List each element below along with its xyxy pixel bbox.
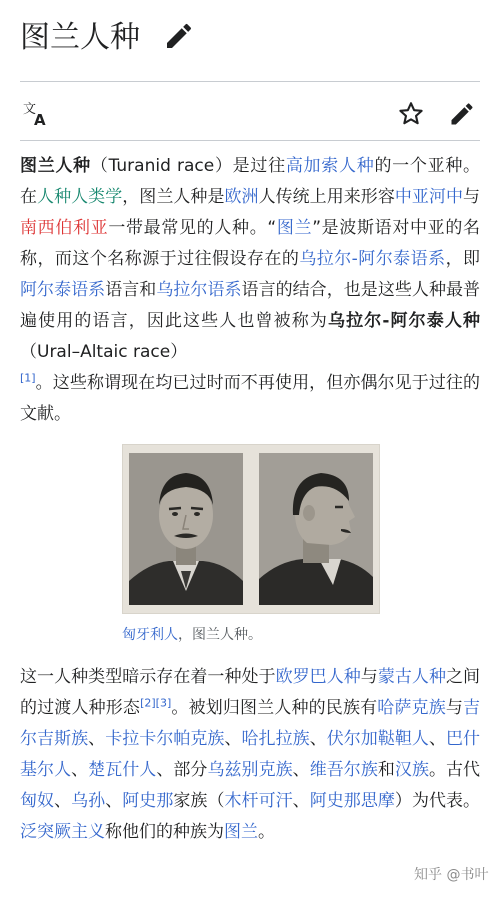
text: （Ural–Altaic race） (20, 342, 188, 362)
portrait-profile-photo (259, 453, 373, 605)
translate-icon[interactable] (20, 98, 52, 130)
text: 称他们的种族为 (105, 822, 224, 842)
link-racial-anthropology[interactable]: 人种人类学 (37, 187, 123, 207)
text: 。被划归图兰人种的民族有 (171, 698, 378, 718)
link-kyrgyz[interactable]: 吉尔吉斯族 (20, 698, 481, 749)
text: 、 (292, 791, 310, 811)
link-altaic[interactable]: 阿尔泰语系 (20, 280, 106, 300)
link-transoxiana[interactable]: 中亚河中 (394, 187, 464, 207)
page-actions-toolbar (0, 88, 500, 140)
link-wusun[interactable]: 乌孙 (71, 791, 106, 811)
portrait-front-photo (129, 453, 243, 605)
text: 。这些称谓现在均已过时而不再使用，但亦偶尔见于过往的文献。 (20, 373, 480, 424)
link-han[interactable]: 汉族 (394, 760, 429, 780)
text: 语言的结合，也是这些人种最普遍使用的语言，因此这些人也曾被称为 (20, 280, 481, 331)
text: 、 (54, 791, 72, 811)
toolbar-divider (20, 140, 480, 141)
text: 、部分 (156, 760, 208, 780)
text: 与 (463, 187, 481, 207)
reference-3[interactable]: [3] (155, 696, 172, 710)
link-mongoloid[interactable]: 蒙古人种 (377, 667, 446, 687)
text: 。古代 (428, 760, 481, 780)
text: 。 (258, 822, 275, 842)
link-turan-2[interactable]: 图兰 (224, 822, 258, 842)
reference-1[interactable]: [1] (20, 371, 36, 385)
peoples-paragraph (20, 662, 480, 848)
link-europe[interactable]: 欧洲 (224, 187, 259, 207)
pencil-icon[interactable] (446, 98, 478, 130)
page-title: 图兰人种 (20, 20, 140, 55)
text: 和 (377, 760, 395, 780)
text: ，图兰人种是 (122, 187, 225, 207)
link-hungarians[interactable]: 匈牙利人 (122, 627, 178, 643)
link-turan[interactable]: 图兰 (276, 218, 313, 238)
pencil-icon[interactable] (163, 20, 195, 52)
link-xiongnu[interactable]: 匈奴 (20, 791, 55, 811)
page-header (0, 0, 500, 80)
text: 的一个亚种。在 (20, 156, 481, 207)
text: 与 (445, 698, 464, 718)
text: 、 (428, 729, 447, 749)
star-icon[interactable] (395, 98, 427, 130)
link-uralic[interactable]: 乌拉尔语系 (156, 280, 242, 300)
link-volga-tatars[interactable]: 伏尔加鞑靼人 (326, 729, 429, 749)
watermark: 知乎 @书叶 (414, 867, 489, 883)
link-caucasian-race[interactable]: 高加索人种 (285, 156, 375, 176)
text: ”是波斯语对中亚的名称，而这个名称源于过往假设存在的 (20, 218, 481, 269)
intro-paragraph (20, 151, 480, 430)
figure-caption (122, 625, 262, 645)
header-divider (20, 81, 480, 82)
article-figure[interactable] (122, 444, 380, 614)
text: 、 (309, 729, 327, 749)
term-bold: 图兰人种 (20, 156, 91, 176)
text: ，即 (445, 249, 481, 269)
text: 之间的过渡人种形态 (20, 667, 481, 718)
text: 人传统上用来形容 (258, 187, 395, 207)
text: 、 (292, 760, 310, 780)
link-kazakhs[interactable]: 哈萨克族 (377, 698, 446, 718)
link-chuvash[interactable]: 楚瓦什人 (88, 760, 157, 780)
text: 语言和 (105, 280, 157, 300)
link-uzbeks[interactable]: 乌兹别克族 (207, 760, 293, 780)
link-ashina-simo[interactable]: 阿史那思摩 (309, 791, 395, 811)
link-muqan-qaghan[interactable]: 木杆可汗 (224, 791, 293, 811)
reference-2[interactable]: [2] (140, 696, 156, 710)
text: 、 (224, 729, 242, 749)
link-pan-turkism[interactable]: 泛突厥主义 (20, 822, 105, 842)
text: 家族（ (173, 791, 225, 811)
link-bashkirs[interactable]: 巴什基尔人 (20, 729, 481, 780)
link-uyghurs[interactable]: 维吾尔族 (309, 760, 378, 780)
caption-text: ，图兰人种。 (178, 627, 262, 643)
link-ural-altaic[interactable]: 乌拉尔-阿尔泰语系 (299, 249, 446, 269)
svg-text:A: A (34, 111, 46, 129)
text: 一带最常见的人种。“ (108, 218, 277, 238)
link-south-siberia[interactable]: 南西伯利亚 (20, 218, 109, 238)
text: 、 (71, 760, 89, 780)
svg-text:文: 文 (23, 102, 37, 117)
link-europid[interactable]: 欧罗巴人种 (275, 667, 361, 687)
link-ashina[interactable]: 阿史那 (122, 791, 174, 811)
text: 、 (105, 791, 123, 811)
link-karakalpaks[interactable]: 卡拉卡尔帕克族 (105, 729, 225, 749)
text: 这一人种类型暗示存在着一种处于 (20, 667, 276, 687)
text: 、 (88, 729, 106, 749)
text: 与 (360, 667, 378, 687)
link-hazaras[interactable]: 哈扎拉族 (241, 729, 310, 749)
text: （Turanid race）是过往 (90, 156, 286, 176)
term-bold: 乌拉尔-阿尔泰人种 (328, 311, 480, 331)
text: ）为代表。 (394, 791, 481, 811)
